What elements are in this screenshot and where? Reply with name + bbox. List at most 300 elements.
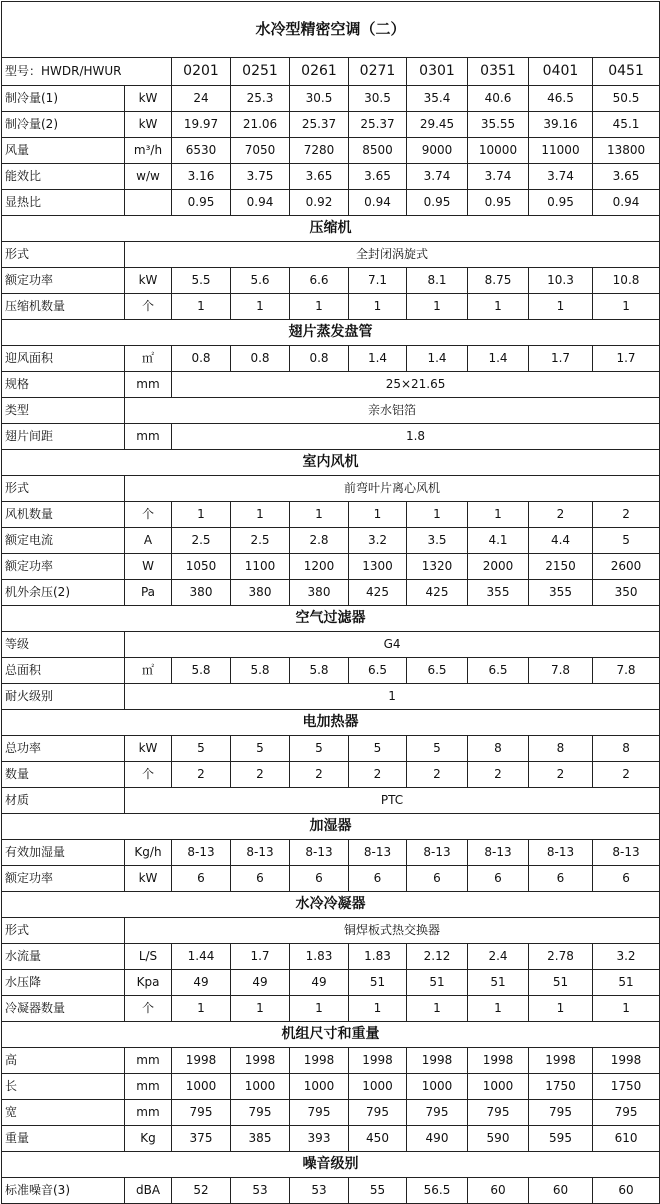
spec-value: 8-13 [468,840,529,866]
spec-label: 材质 [2,788,125,814]
spec-value: 7.1 [349,268,407,294]
spec-value: 425 [349,580,407,606]
spec-label: 总面积 [2,658,125,684]
spec-value: 24 [172,86,231,112]
spec-value: 2.12 [407,944,468,970]
spec-unit: Kg/h [125,840,172,866]
spec-value: 25.37 [349,112,407,138]
spec-value: 350 [593,580,660,606]
spec-value: 1 [172,996,231,1022]
spec-value: 1000 [290,1074,349,1100]
spec-row [2,658,660,684]
section-header-row [2,216,660,242]
spec-value: 49 [290,970,349,996]
section-title: 加湿器 [2,814,660,840]
spec-value: 2 [529,762,593,788]
spec-row [2,268,660,294]
spec-unit: mm [125,424,172,450]
spec-value: 6 [349,866,407,892]
spec-value: 2150 [529,554,593,580]
spec-value: 2000 [468,554,529,580]
spec-value-merged: 亲水铝箔 [125,398,660,424]
spec-value: 1 [407,996,468,1022]
spec-value: 2.5 [231,528,290,554]
spec-value-merged: 铜焊板式热交换器 [125,918,660,944]
spec-unit: A [125,528,172,554]
spec-unit: L/S [125,944,172,970]
spec-value: 0.94 [231,190,290,216]
spec-row [2,86,660,112]
spec-value: 1 [231,996,290,1022]
spec-value: 5.5 [172,268,231,294]
spec-row [2,502,660,528]
spec-value: 56.5 [407,1178,468,1204]
spec-label: 形式 [2,476,125,502]
spec-value: 1998 [172,1048,231,1074]
section-header-row [2,450,660,476]
spec-label: 风机数量 [2,502,125,528]
spec-value: 1750 [593,1074,660,1100]
spec-label: 重量 [2,1126,125,1152]
spec-row [2,112,660,138]
spec-unit: mm [125,1100,172,1126]
spec-value: 3.2 [593,944,660,970]
spec-value: 380 [290,580,349,606]
section-header-row [2,320,660,346]
spec-unit: 个 [125,294,172,320]
spec-value: 795 [407,1100,468,1126]
model-number: 0401 [529,58,593,86]
spec-value: 795 [529,1100,593,1126]
spec-value: 2 [290,762,349,788]
spec-value: 3.65 [290,164,349,190]
spec-value: 1998 [407,1048,468,1074]
spec-value: 51 [468,970,529,996]
spec-value: 0.95 [529,190,593,216]
spec-unit: mm [125,1048,172,1074]
spec-unit [125,190,172,216]
spec-value: 1750 [529,1074,593,1100]
spec-value: 4.4 [529,528,593,554]
spec-value: 2.8 [290,528,349,554]
spec-row [2,554,660,580]
spec-row [2,866,660,892]
spec-label: 形式 [2,918,125,944]
spec-value: 1998 [349,1048,407,1074]
spec-value: 1 [231,294,290,320]
spec-value: 1000 [172,1074,231,1100]
spec-value: 6.6 [290,268,349,294]
spec-value: 795 [593,1100,660,1126]
spec-label: 额定功率 [2,268,125,294]
spec-unit: kW [125,112,172,138]
spec-label: 水流量 [2,944,125,970]
spec-value: 1.83 [349,944,407,970]
spec-value: 590 [468,1126,529,1152]
spec-value: 53 [231,1178,290,1204]
spec-value: 1.4 [349,346,407,372]
spec-value: 795 [172,1100,231,1126]
spec-value: 795 [231,1100,290,1126]
spec-value: 8500 [349,138,407,164]
spec-value: 7280 [290,138,349,164]
spec-value: 1 [290,996,349,1022]
spec-value: 2 [593,762,660,788]
spec-value: 11000 [529,138,593,164]
spec-value: 6 [468,866,529,892]
spec-value: 3.74 [468,164,529,190]
spec-row [2,736,660,762]
spec-value: 795 [468,1100,529,1126]
spec-value: 7.8 [529,658,593,684]
spec-value: 60 [529,1178,593,1204]
spec-value: 2.5 [172,528,231,554]
spec-label: 机外余压(2) [2,580,125,606]
spec-value: 355 [529,580,593,606]
model-number: 0251 [231,58,290,86]
spec-value: 8.1 [407,268,468,294]
spec-value: 7050 [231,138,290,164]
section-header-row [2,1152,660,1178]
spec-label: 形式 [2,242,125,268]
spec-value: 1 [407,294,468,320]
spec-value: 1998 [593,1048,660,1074]
spec-row [2,294,660,320]
spec-table [1,1,660,1204]
spec-value: 1 [593,294,660,320]
spec-label: 类型 [2,398,125,424]
spec-value: 1 [529,294,593,320]
spec-value: 1.44 [172,944,231,970]
spec-value-merged: 全封闭涡旋式 [125,242,660,268]
spec-value: 1.7 [529,346,593,372]
spec-value-merged: 25×21.65 [172,372,660,398]
spec-value: 0.95 [407,190,468,216]
spec-value: 1000 [468,1074,529,1100]
spec-value: 50.5 [593,86,660,112]
spec-value: 6 [529,866,593,892]
spec-row [2,918,660,944]
spec-row [2,684,660,710]
spec-label: 显热比 [2,190,125,216]
spec-label: 有效加湿量 [2,840,125,866]
section-title: 电加热器 [2,710,660,736]
spec-row [2,138,660,164]
spec-value: 1.7 [593,346,660,372]
spec-value: 2 [349,762,407,788]
page-title: 水冷型精密空调（二） [2,2,660,58]
spec-value: 1998 [231,1048,290,1074]
spec-value: 490 [407,1126,468,1152]
spec-label: 压缩机数量 [2,294,125,320]
spec-value: 6.5 [407,658,468,684]
spec-value: 610 [593,1126,660,1152]
spec-label: 标准噪音(3) [2,1178,125,1204]
spec-label: 等级 [2,632,125,658]
spec-row [2,528,660,554]
spec-value: 40.6 [468,86,529,112]
spec-value: 8-13 [231,840,290,866]
spec-value: 6 [231,866,290,892]
spec-value: 1 [349,996,407,1022]
spec-value: 2 [529,502,593,528]
spec-row [2,1074,660,1100]
model-number: 0201 [172,58,231,86]
spec-value-merged: PTC [125,788,660,814]
spec-value: 60 [593,1178,660,1204]
spec-value: 385 [231,1126,290,1152]
spec-value: 0.92 [290,190,349,216]
spec-value: 1998 [468,1048,529,1074]
model-number: 0271 [349,58,407,86]
spec-value: 1 [290,294,349,320]
spec-row [2,996,660,1022]
spec-row [2,632,660,658]
spec-unit: Kpa [125,970,172,996]
spec-value: 1320 [407,554,468,580]
spec-value: 8 [529,736,593,762]
spec-value: 4.1 [468,528,529,554]
model-number: 0261 [290,58,349,86]
spec-row [2,1048,660,1074]
spec-value: 0.8 [231,346,290,372]
spec-value: 1 [593,996,660,1022]
section-header-row [2,710,660,736]
spec-value: 1.4 [468,346,529,372]
spec-value: 6 [407,866,468,892]
spec-value: 1100 [231,554,290,580]
spec-value: 25.37 [290,112,349,138]
spec-value: 380 [231,580,290,606]
spec-value-merged: 1 [125,684,660,710]
spec-value: 25.3 [231,86,290,112]
spec-label: 额定功率 [2,866,125,892]
spec-unit: 个 [125,996,172,1022]
spec-value: 6.5 [468,658,529,684]
spec-label: 额定功率 [2,554,125,580]
spec-value: 10.3 [529,268,593,294]
spec-label: 风量 [2,138,125,164]
spec-value: 52 [172,1178,231,1204]
spec-value: 8.75 [468,268,529,294]
spec-value: 595 [529,1126,593,1152]
spec-value: 8 [593,736,660,762]
spec-row [2,788,660,814]
spec-value: 8-13 [407,840,468,866]
spec-value: 2 [468,762,529,788]
spec-unit: mm [125,372,172,398]
spec-label: 宽 [2,1100,125,1126]
spec-value: 1000 [407,1074,468,1100]
spec-unit: W [125,554,172,580]
spec-value: 51 [593,970,660,996]
spec-value: 6 [593,866,660,892]
spec-value: 6 [290,866,349,892]
spec-value-merged: 前弯叶片离心风机 [125,476,660,502]
spec-unit: m³/h [125,138,172,164]
spec-value: 8-13 [529,840,593,866]
spec-value: 1300 [349,554,407,580]
spec-unit: ㎡ [125,658,172,684]
spec-row [2,476,660,502]
spec-label: 规格 [2,372,125,398]
spec-value: 46.5 [529,86,593,112]
spec-value: 19.97 [172,112,231,138]
spec-value: 0.94 [593,190,660,216]
spec-value: 1.7 [231,944,290,970]
spec-label: 高 [2,1048,125,1074]
spec-label: 额定电流 [2,528,125,554]
spec-value: 3.65 [593,164,660,190]
spec-label: 水压降 [2,970,125,996]
spec-value: 1050 [172,554,231,580]
spec-value: 35.55 [468,112,529,138]
spec-value: 0.95 [468,190,529,216]
spec-value: 49 [172,970,231,996]
spec-unit: dBA [125,1178,172,1204]
spec-unit: kW [125,86,172,112]
spec-value: 21.06 [231,112,290,138]
spec-row [2,242,660,268]
spec-value: 1.83 [290,944,349,970]
spec-value: 10.8 [593,268,660,294]
spec-value: 3.74 [529,164,593,190]
spec-value: 1 [349,502,407,528]
spec-value: 0.95 [172,190,231,216]
spec-value: 30.5 [349,86,407,112]
spec-value: 39.16 [529,112,593,138]
spec-value: 0.94 [349,190,407,216]
spec-value-merged: 1.8 [172,424,660,450]
spec-row [2,164,660,190]
spec-unit: w/w [125,164,172,190]
spec-value: 1 [468,502,529,528]
spec-unit: 个 [125,502,172,528]
spec-value: 795 [290,1100,349,1126]
spec-value: 1 [468,996,529,1022]
spec-value: 30.5 [290,86,349,112]
spec-unit: ㎡ [125,346,172,372]
spec-row [2,424,660,450]
spec-value: 393 [290,1126,349,1152]
spec-label: 制冷量(1) [2,86,125,112]
spec-value: 3.2 [349,528,407,554]
spec-label: 制冷量(2) [2,112,125,138]
spec-value: 8-13 [172,840,231,866]
title-row [2,2,660,58]
spec-value: 8 [468,736,529,762]
spec-value: 380 [172,580,231,606]
section-header-row [2,892,660,918]
model-label: 型号：HWDR/HWUR [2,58,172,86]
spec-value: 5 [172,736,231,762]
spec-value: 35.4 [407,86,468,112]
spec-row [2,580,660,606]
spec-value: 1200 [290,554,349,580]
spec-value: 450 [349,1126,407,1152]
spec-value: 5 [407,736,468,762]
section-title: 水冷冷凝器 [2,892,660,918]
spec-value: 2 [231,762,290,788]
spec-table-body [2,2,660,1204]
spec-unit: Kg [125,1126,172,1152]
spec-row [2,1100,660,1126]
spec-value: 5 [290,736,349,762]
model-row [2,58,660,86]
spec-value: 51 [349,970,407,996]
spec-value: 1998 [290,1048,349,1074]
spec-label: 总功率 [2,736,125,762]
section-header-row [2,1022,660,1048]
spec-row [2,970,660,996]
spec-value: 51 [407,970,468,996]
spec-value: 1000 [349,1074,407,1100]
spec-row [2,840,660,866]
spec-value: 5.8 [231,658,290,684]
section-title: 室内风机 [2,450,660,476]
section-header-row [2,814,660,840]
spec-value: 795 [349,1100,407,1126]
spec-value: 29.45 [407,112,468,138]
spec-row [2,944,660,970]
spec-value: 2 [593,502,660,528]
spec-value: 53 [290,1178,349,1204]
spec-value: 55 [349,1178,407,1204]
spec-value: 3.74 [407,164,468,190]
spec-row [2,1126,660,1152]
spec-label: 数量 [2,762,125,788]
spec-value: 6.5 [349,658,407,684]
spec-value: 8-13 [593,840,660,866]
spec-value-merged: G4 [125,632,660,658]
spec-value: 8-13 [290,840,349,866]
spec-value: 0.8 [172,346,231,372]
spec-value: 8-13 [349,840,407,866]
section-title: 噪音级别 [2,1152,660,1178]
spec-row [2,398,660,424]
spec-value: 5.8 [172,658,231,684]
spec-value: 1 [468,294,529,320]
spec-value: 45.1 [593,112,660,138]
spec-value: 2.4 [468,944,529,970]
model-number: 0451 [593,58,660,86]
spec-label: 耐火级别 [2,684,125,710]
spec-value: 3.5 [407,528,468,554]
spec-value: 10000 [468,138,529,164]
spec-value: 1 [407,502,468,528]
spec-value: 3.16 [172,164,231,190]
spec-value: 1 [290,502,349,528]
spec-value: 51 [529,970,593,996]
spec-value: 49 [231,970,290,996]
spec-label: 冷凝器数量 [2,996,125,1022]
spec-label: 长 [2,1074,125,1100]
spec-row [2,190,660,216]
spec-value: 1000 [231,1074,290,1100]
spec-value: 375 [172,1126,231,1152]
spec-row [2,372,660,398]
spec-value: 2600 [593,554,660,580]
section-title: 空气过滤器 [2,606,660,632]
spec-value: 5.6 [231,268,290,294]
spec-row [2,762,660,788]
spec-value: 1 [529,996,593,1022]
spec-value: 355 [468,580,529,606]
spec-value: 6 [172,866,231,892]
spec-label: 迎风面积 [2,346,125,372]
spec-value: 5 [349,736,407,762]
spec-value: 425 [407,580,468,606]
